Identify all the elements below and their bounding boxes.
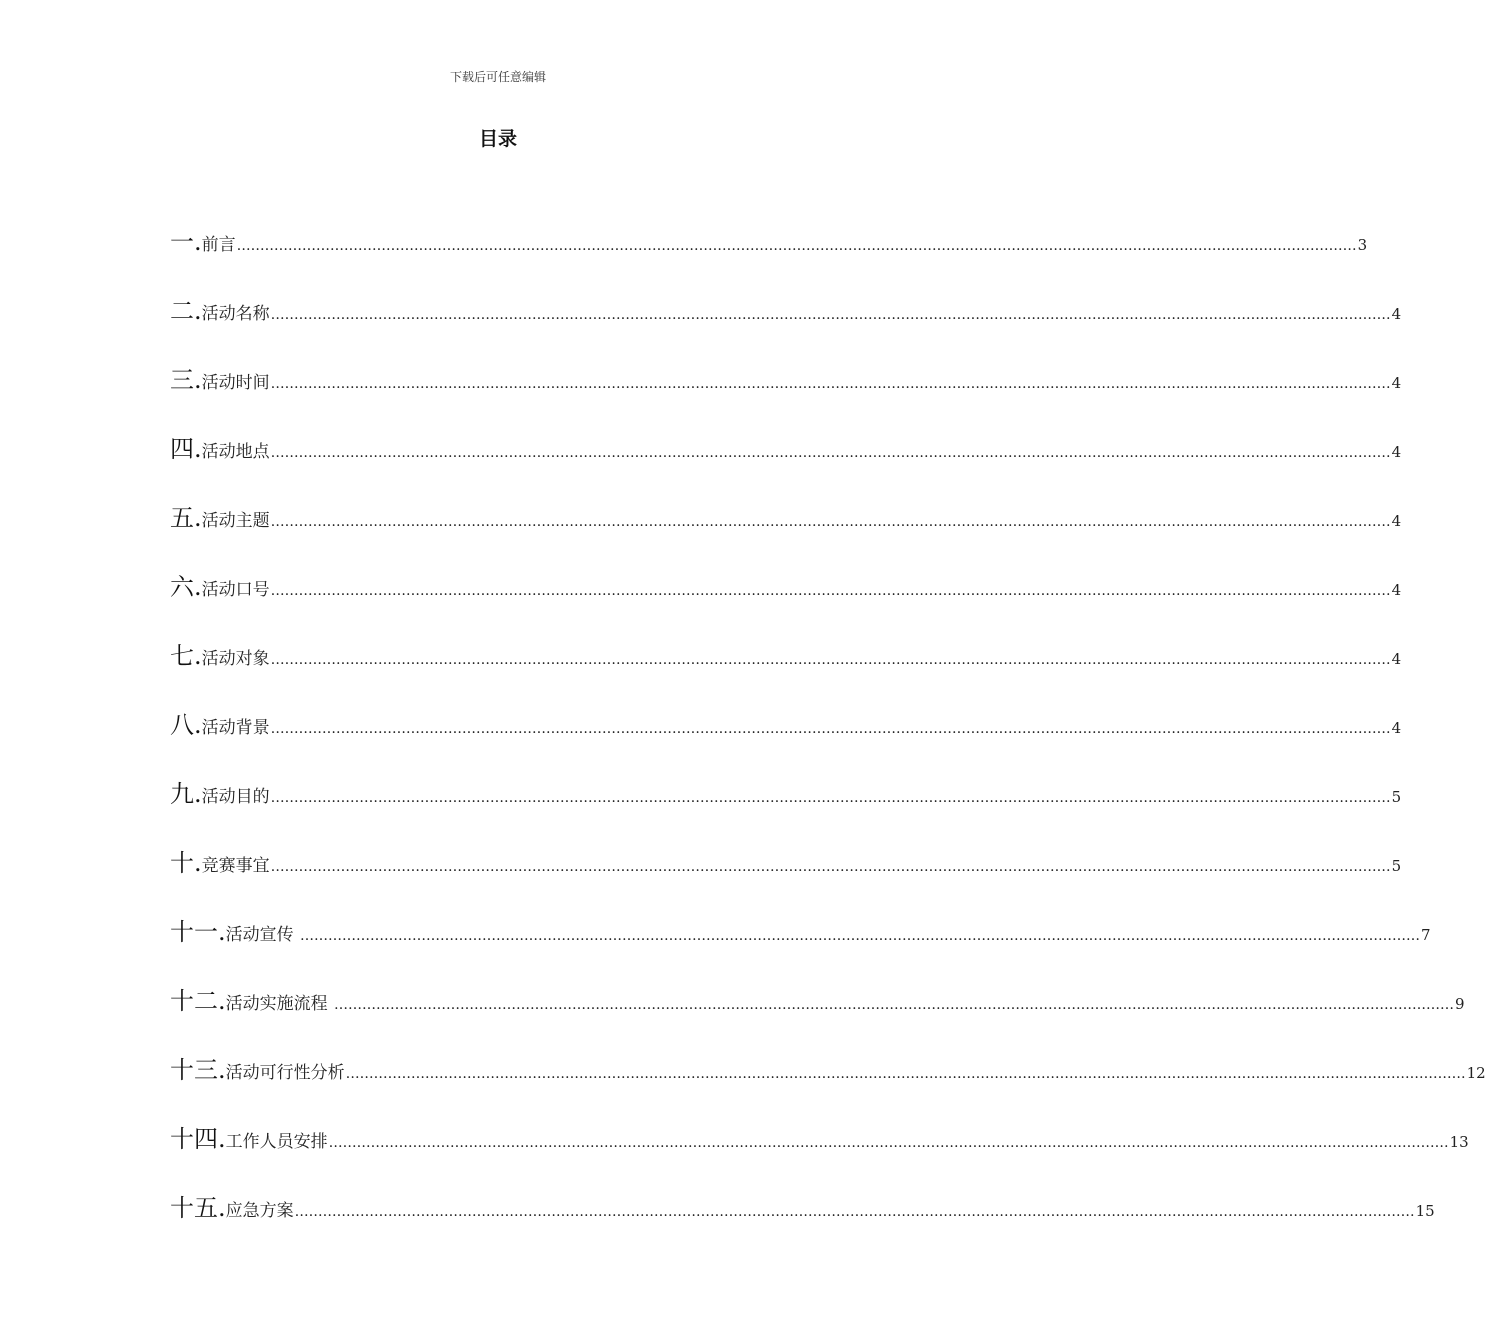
- toc-entry-number: 六.: [170, 573, 202, 601]
- toc-entry-number: 一.: [170, 228, 202, 256]
- toc-entry-label: 前言: [201, 235, 236, 255]
- toc-entry: [170, 912, 1431, 948]
- toc-leader-dots: ……………………………………………………………………………………………………………………………………………………………………………………………………………………: [294, 1204, 1415, 1220]
- toc-entry-page: 4: [1391, 650, 1402, 668]
- toc-leader-dots: ……………………………………………………………………………………………………………………………………………………………………………………………………………………: [270, 514, 1391, 530]
- toc-entry-page: 4: [1391, 581, 1402, 599]
- toc-entry: [170, 360, 1402, 396]
- toc-entry-label: 活动目的: [201, 787, 270, 807]
- toc-entry-label: 工作人员安排: [225, 1132, 328, 1152]
- toc-entry-page: 13: [1449, 1133, 1469, 1151]
- toc-entry-page: 4: [1391, 512, 1402, 530]
- toc-entry-page: 15: [1415, 1202, 1435, 1220]
- toc-leader-dots: ……………………………………………………………………………………………………………………………………………………………………………………………………………………: [334, 997, 1455, 1013]
- toc-leader-dots: ……………………………………………………………………………………………………………………………………………………………………………………………………………………: [270, 652, 1391, 668]
- toc-entry-page: 7: [1421, 926, 1431, 944]
- toc-entry-label: 活动实施流程: [225, 994, 334, 1014]
- toc-entry-label: 应急方案: [225, 1201, 294, 1221]
- toc-entry: [170, 291, 1402, 327]
- toc-entry: [170, 636, 1402, 672]
- toc-entry: [170, 981, 1465, 1017]
- toc-entry-page: 5: [1391, 788, 1402, 806]
- toc-leader-dots: ……………………………………………………………………………………………………………………………………………………………………………………………………………………: [236, 238, 1357, 254]
- toc-entry-page: 9: [1455, 995, 1465, 1013]
- toc-entry-label: 活动口号: [201, 580, 270, 600]
- toc-entry: [170, 705, 1402, 741]
- toc-entry-number: 八.: [170, 711, 202, 739]
- toc-leader-dots: ……………………………………………………………………………………………………………………………………………………………………………………………………………………: [270, 790, 1391, 806]
- toc-entry-label: 活动可行性分析: [225, 1063, 345, 1083]
- toc-entry-number: 十四.: [170, 1125, 226, 1153]
- toc-leader-dots: ……………………………………………………………………………………………………………………………………………………………………………………………………………………: [270, 721, 1391, 737]
- toc-entry: [170, 1188, 1435, 1224]
- toc-entry-label: 活动时间: [201, 373, 270, 393]
- toc-entry: [170, 1050, 1486, 1086]
- toc-entry-number: 九.: [170, 780, 202, 808]
- toc-leader-dots: ……………………………………………………………………………………………………………………………………………………………………………………………………………………: [300, 928, 1421, 944]
- toc-entry-label: 活动背景: [201, 718, 270, 738]
- toc-entry-label: 活动宣传: [225, 925, 300, 945]
- toc-entry: [170, 429, 1402, 465]
- toc-entry-number: 二.: [170, 297, 202, 325]
- toc-entry: [170, 774, 1402, 810]
- toc-entry-number: 五.: [170, 504, 202, 532]
- toc-entry-number: 十二.: [170, 987, 226, 1015]
- toc-leader-dots: ……………………………………………………………………………………………………………………………………………………………………………………………………………………: [270, 376, 1391, 392]
- toc-entry-page: 12: [1466, 1064, 1486, 1082]
- toc-entry-number: 十三.: [170, 1056, 226, 1084]
- toc-entry-label: 活动名称: [201, 304, 270, 324]
- toc-leader-dots: ……………………………………………………………………………………………………………………………………………………………………………………………………………………: [270, 859, 1391, 875]
- toc-entry-page: 4: [1391, 719, 1402, 737]
- toc-entry-page: 4: [1391, 305, 1402, 323]
- toc-leader-dots: ……………………………………………………………………………………………………………………………………………………………………………………………………………………: [270, 445, 1391, 461]
- toc-entry-number: 三.: [170, 366, 202, 394]
- toc-entry-number: 十五.: [170, 1194, 226, 1222]
- toc-entry-label: 活动对象: [201, 649, 270, 669]
- toc-entry-page: 5: [1391, 857, 1402, 875]
- toc-entry-page: 4: [1391, 443, 1402, 461]
- toc-entry-number: 十.: [170, 849, 202, 877]
- header-note: 下载后可任意编辑: [449, 70, 546, 84]
- toc-leader-dots: ……………………………………………………………………………………………………………………………………………………………………………………………………………………: [270, 307, 1391, 323]
- toc-entry-number: 四.: [170, 435, 202, 463]
- toc-entry: [170, 222, 1368, 258]
- toc-entry-label: 活动地点: [201, 442, 270, 462]
- toc-leader-dots: ……………………………………………………………………………………………………………………………………………………………………………………………………………………: [270, 583, 1391, 599]
- toc-entry: [170, 1119, 1469, 1155]
- toc-entry-page: 4: [1391, 374, 1402, 392]
- toc-entry-label: 活动主题: [201, 511, 270, 531]
- toc-entry: [170, 498, 1402, 534]
- toc-leader-dots: ……………………………………………………………………………………………………………………………………………………………………………………………………………………: [328, 1135, 1449, 1151]
- toc-leader-dots: ……………………………………………………………………………………………………………………………………………………………………………………………………………………: [345, 1066, 1466, 1082]
- toc-entry-number: 十一.: [170, 918, 226, 946]
- toc-title: 目录: [478, 128, 517, 150]
- toc-entry-page: 3: [1357, 236, 1368, 254]
- toc-entry: [170, 567, 1402, 603]
- toc-entry-number: 七.: [170, 642, 202, 670]
- toc-entry-label: 竞赛事宜: [201, 856, 270, 876]
- toc-entry: [170, 843, 1402, 879]
